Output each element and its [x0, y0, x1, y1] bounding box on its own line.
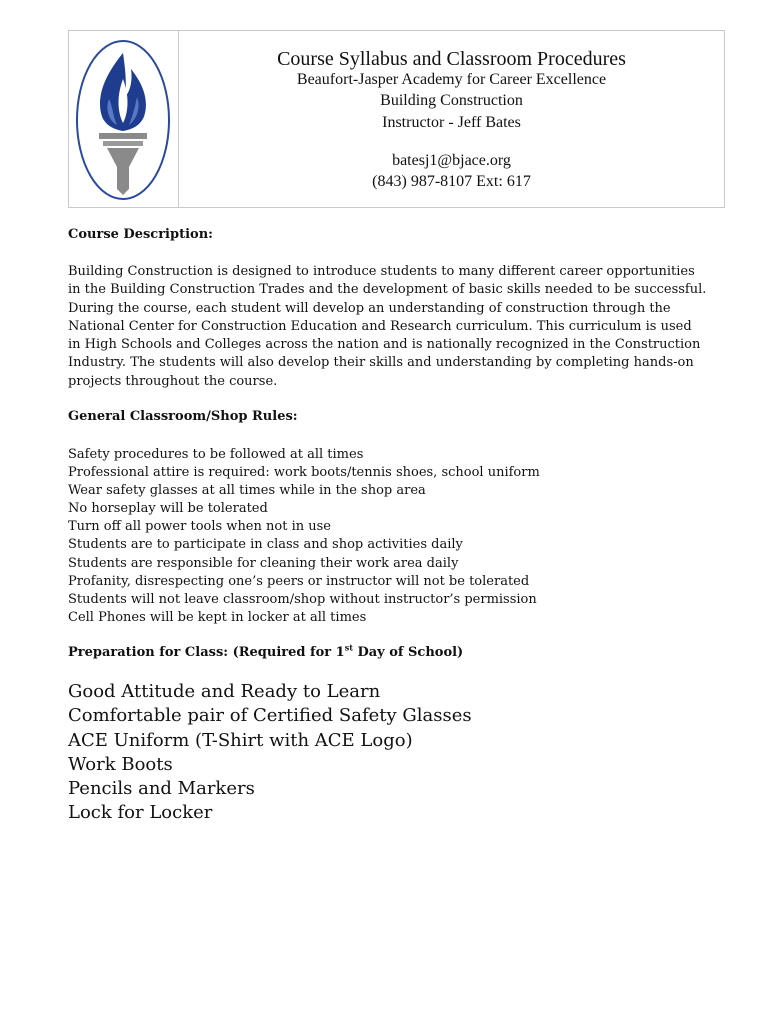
preparation-heading: Preparation for Class: (Required for 1st Day of School) — [68, 642, 464, 660]
list-item: Cell Phones will be kept in locker at all times — [68, 609, 367, 625]
instructor-email[interactable]: batesj1@bjace.org — [392, 152, 511, 169]
list-item: Profanity, disrespecting one’s peers or instructor will not be tolerated — [68, 573, 530, 589]
course-description-heading: Course Description: — [68, 227, 213, 242]
program-name: Building Construction — [380, 92, 523, 109]
list-item: Good Attitude and Ready to Learn — [68, 681, 381, 702]
list-item: Turn off all power tools when not in use — [68, 519, 331, 535]
list-item: Wear safety glasses at all times while in the shop area — [68, 483, 426, 499]
list-item: Students will not leave classroom/shop without instructor’s permission — [68, 591, 537, 607]
list-item: Safety procedures to be followed at all times — [68, 447, 364, 462]
page-title: Course Syllabus and Classroom Procedures — [277, 48, 626, 70]
list-item: Lock for Locker — [68, 802, 213, 824]
instructor-phone: (843) 987-8107 Ext: 617 — [372, 173, 531, 190]
list-item: Professional attire is required: work boots/tennis shoes, school uniform — [68, 465, 540, 481]
logo-cell — [69, 31, 179, 207]
list-item: Work Boots — [68, 753, 173, 775]
list-item: No horseplay will be tolerated — [68, 501, 268, 517]
header-text — [179, 31, 724, 207]
list-item: Pencils and Markers — [68, 778, 255, 800]
list-item: ACE Uniform (T-Shirt with ACE Logo) — [68, 729, 413, 751]
torch-icon — [75, 39, 171, 201]
list-item: Students are responsible for cleaning their work area daily — [68, 555, 459, 571]
rules-heading: General Classroom/Shop Rules: — [68, 409, 298, 424]
list-item: Comfortable pair of Certified Safety Glasses — [68, 705, 472, 727]
header-box — [68, 30, 725, 208]
list-item: Students are to participate in class and shop activities daily — [68, 537, 463, 553]
course-description-text: Building Construction is designed to introduce students to many different career opportunities in the Building Construction Trades and the development of basic skills needed to be successful. During the course, each student will develop an understanding of construction through the National Center for Construction Education and Research curriculum. This curriculum is used in High Schools and Colleges across the nation and is nationally recognized in the Construction Industry. The students will also develop their skills and understanding by completing hands-on projects throughout the course. — [68, 264, 707, 389]
instructor-name: Instructor - Jeff Bates — [382, 114, 521, 131]
school-name: Beaufort-Jasper Academy for Career Excellence — [296, 71, 607, 88]
preparation-list — [68, 680, 472, 826]
rules-list — [68, 446, 540, 627]
